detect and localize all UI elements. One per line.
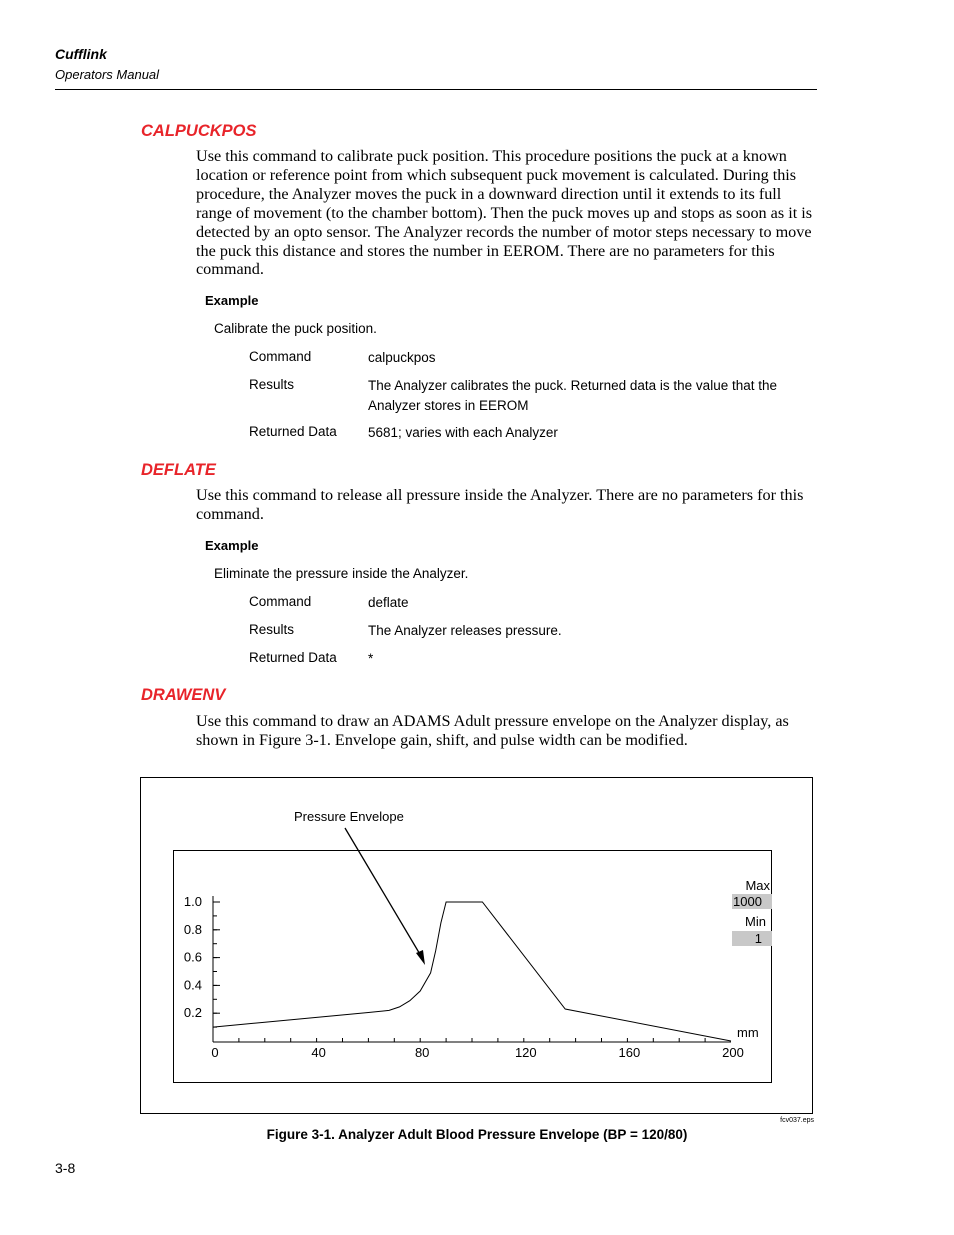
y-tick-label: 0.8 bbox=[183, 921, 202, 937]
x-tick-label: 120 bbox=[514, 1045, 537, 1060]
section-title-deflate: DEFLATE bbox=[141, 461, 216, 479]
x-unit-label: mm bbox=[737, 1025, 759, 1040]
x-tick-label: 40 bbox=[311, 1045, 326, 1060]
row-value-results: The Analyzer calibrates the puck. Returned data is the value that the Analyzer stores in EEROM bbox=[368, 378, 777, 413]
section-body-deflate: Use this command to release all pressure inside the Analyzer. There are no parameters for this command. bbox=[196, 486, 804, 523]
section-body-drawenv: Use this command to draw an ADAMS Adult pressure envelope on the Analyzer display, as shown in Figure 3-1. Envelope gain, shift, and pulse width can be modified. bbox=[196, 712, 789, 749]
row-key-command: Command bbox=[249, 594, 312, 609]
y-tick-label: 1.0 bbox=[183, 894, 202, 909]
x-tick-label: 160 bbox=[618, 1045, 641, 1060]
row-value-command: calpuckpos bbox=[368, 350, 436, 365]
header-subtitle: Operators Manual bbox=[55, 67, 160, 82]
y-tick-label: 0.2 bbox=[183, 1005, 202, 1021]
y-tick-label: 0.6 bbox=[183, 949, 202, 965]
x-tick-label: 80 bbox=[414, 1045, 430, 1060]
display-frame bbox=[174, 851, 772, 1083]
figure-file-id: fcv037.eps bbox=[780, 1117, 814, 1124]
annotation-arrow bbox=[345, 828, 421, 956]
row-key-results: Results bbox=[249, 377, 295, 392]
section-title-calpuckpos: CALPUCKPOS bbox=[141, 122, 257, 140]
header-title: Cufflink bbox=[55, 46, 107, 62]
example-label: Example bbox=[205, 293, 259, 308]
row-value-returned-data: 5681; varies with each Analyzer bbox=[368, 425, 558, 440]
example-description: Eliminate the pressure inside the Analyzer. bbox=[214, 566, 469, 581]
example-label: Example bbox=[205, 538, 259, 553]
y-tick-label: 0.4 bbox=[183, 977, 202, 993]
min-label: Min bbox=[745, 914, 766, 929]
row-key-command: Command bbox=[249, 349, 312, 364]
row-value-command: deflate bbox=[368, 595, 409, 610]
row-value-returned-data: * bbox=[368, 651, 374, 666]
figure-caption: Figure 3-1. Analyzer Adult Blood Pressure Envelope (BP = 120/80) bbox=[266, 1127, 688, 1142]
row-key-returned-data: Returned Data bbox=[249, 650, 337, 665]
annotation-arrowhead bbox=[416, 950, 425, 965]
annotation-label: Pressure Envelope bbox=[294, 809, 404, 824]
section-title-drawenv: DRAWENV bbox=[141, 686, 226, 704]
x-tick-label: 0 bbox=[211, 1045, 219, 1060]
max-label: Max bbox=[745, 878, 770, 893]
x-tick-label: 200 bbox=[722, 1045, 744, 1060]
pressure-envelope-line bbox=[213, 902, 731, 1041]
page-number: 3-8 bbox=[55, 1160, 76, 1176]
max-value: 1000 bbox=[733, 894, 762, 909]
example-description: Calibrate the puck position. bbox=[214, 321, 377, 336]
row-key-returned-data: Returned Data bbox=[249, 424, 337, 439]
row-key-results: Results bbox=[249, 622, 295, 637]
chart-layer bbox=[184, 894, 744, 1060]
min-value: 1 bbox=[754, 931, 762, 946]
section-body-calpuckpos: Use this command to calibrate puck position. This procedure positions the puck at a known location or reference point from which subsequent puck movement is calculated. During this procedure, the Analyzer moves the puck in a downward direction until it extends to its full range of movement (to the chamber bottom). Then the puck moves up and stops as soon as it is detected by an opto sensor. The Analyzer records the number of motor steps necessary to move the puck this distance and stores the number in EEROM. There are no parameters for this command. bbox=[196, 147, 813, 279]
row-value-results: The Analyzer releases pressure. bbox=[368, 623, 562, 638]
min-value-box bbox=[732, 931, 772, 946]
